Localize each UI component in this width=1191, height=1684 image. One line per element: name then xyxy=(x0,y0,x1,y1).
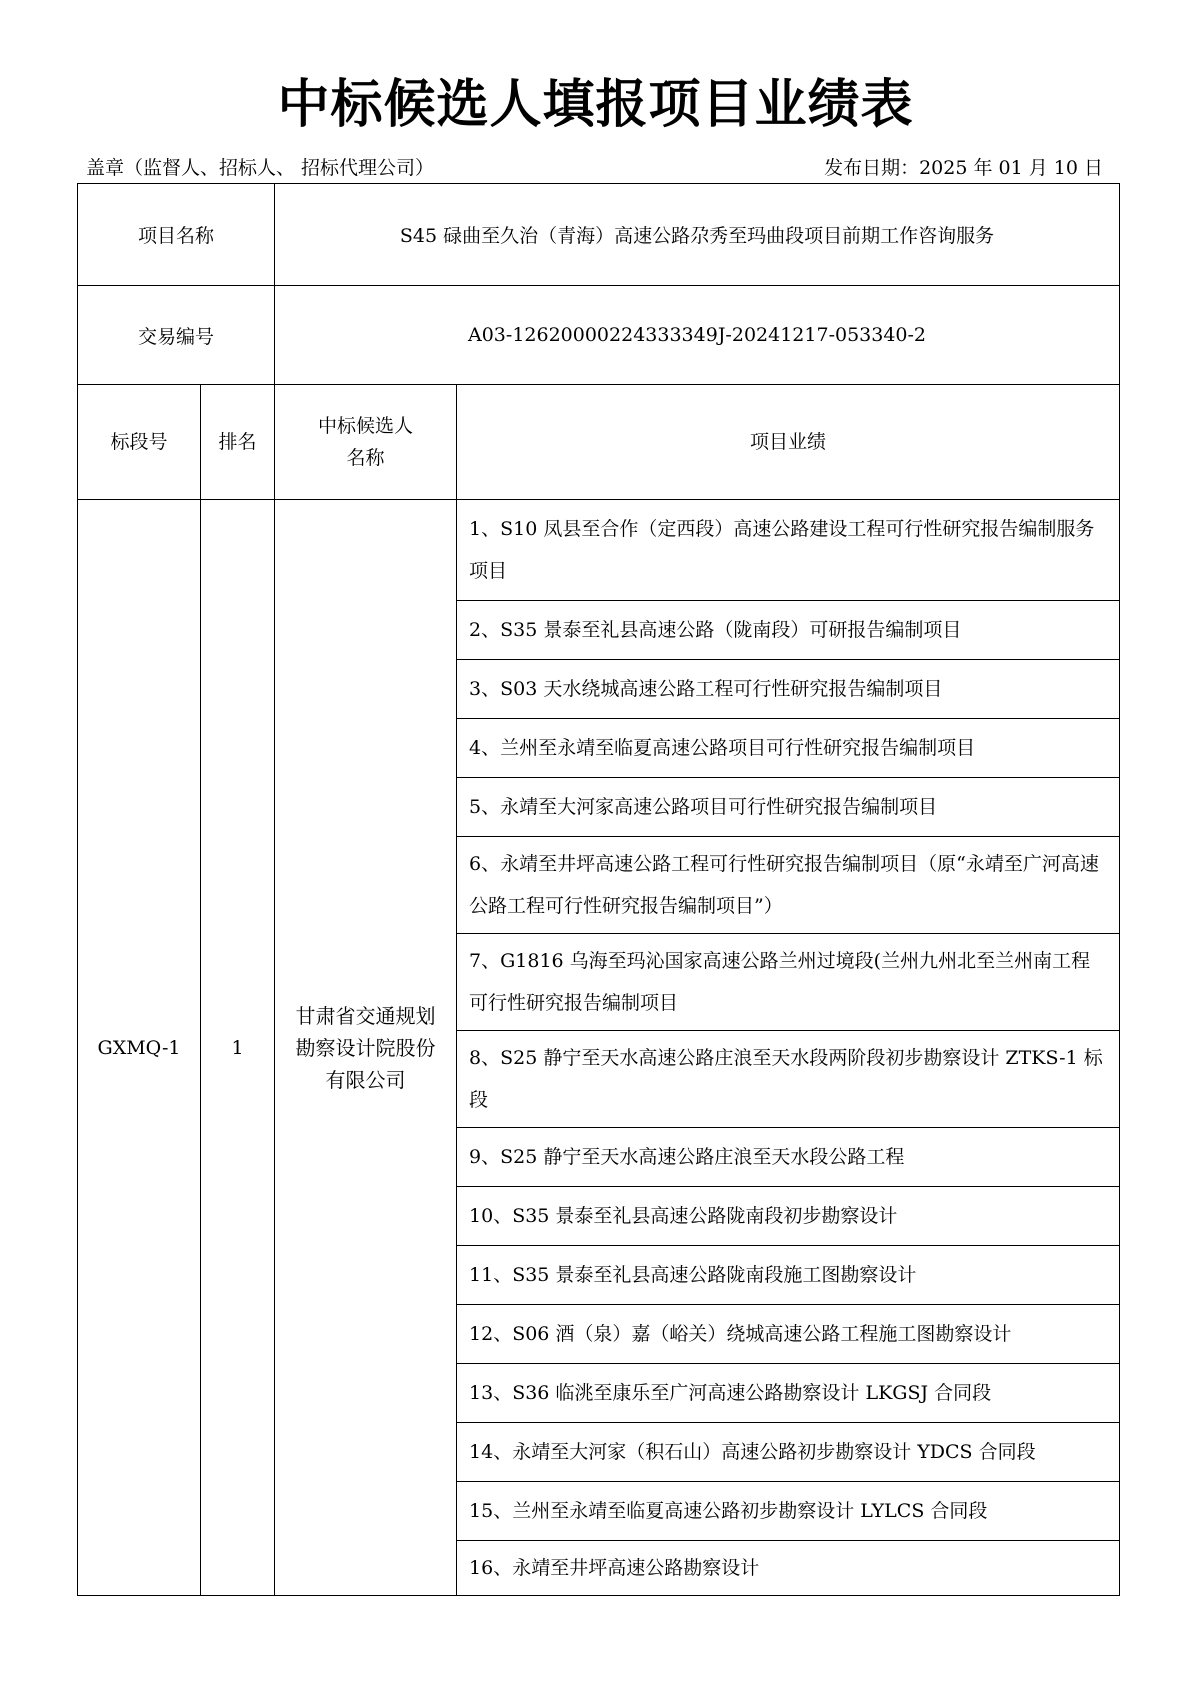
performance-item: 4、兰州至永靖至临夏高速公路项目可行性研究报告编制项目 xyxy=(457,719,1120,778)
candidate-name-line1: 甘肃省交通规划 xyxy=(295,1003,436,1028)
performance-item: 2、S35 景泰至礼县高速公路（陇南段）可研报告编制项目 xyxy=(457,601,1120,660)
performance-item: 10、S35 景泰至礼县高速公路陇南段初步勘察设计 xyxy=(457,1187,1120,1246)
col-header-performance: 项目业绩 xyxy=(457,385,1120,500)
performance-table xyxy=(77,183,1120,1596)
trade-number-value: A03-12620000224333349J-20241217-053340-2 xyxy=(275,286,1120,385)
performance-item: 7、G1816 乌海至玛沁国家高速公路兰州过境段(兰州九州北至兰州南工程可行性研究报告编制项目 xyxy=(457,934,1120,1031)
performance-item: 5、永靖至大河家高速公路项目可行性研究报告编制项目 xyxy=(457,778,1120,837)
performance-item: 11、S35 景泰至礼县高速公路陇南段施工图勘察设计 xyxy=(457,1246,1120,1305)
performance-item: 13、S36 临洮至康乐至广河高速公路勘察设计 LKGSJ 合同段 xyxy=(457,1364,1120,1423)
performance-item: 9、S25 静宁至天水高速公路庄浪至天水段公路工程 xyxy=(457,1128,1120,1187)
table-row xyxy=(78,500,1120,601)
candidate-name xyxy=(275,500,457,1596)
trade-number-row xyxy=(78,286,1120,385)
trade-number-label: 交易编号 xyxy=(78,286,275,385)
project-name-label: 项目名称 xyxy=(78,184,275,286)
page-title: 中标候选人填报项目业绩表 xyxy=(277,75,914,135)
candidate-name-line3: 有限公司 xyxy=(325,1067,406,1092)
publish-date: 发布日期：2025 年 01 月 10 日 xyxy=(824,157,1103,179)
stamp-label: 盖章（监督人、招标人、 招标代理公司） xyxy=(86,157,435,179)
section-number: GXMQ-1 xyxy=(78,500,201,1596)
performance-item: 6、永靖至井坪高速公路工程可行性研究报告编制项目（原“永靖至广河高速公路工程可行性研究报告编制项目”） xyxy=(457,837,1120,934)
performance-item: 16、永靖至井坪高速公路勘察设计 xyxy=(457,1541,1120,1596)
col-header-rank: 排名 xyxy=(201,385,275,500)
column-header-row xyxy=(78,385,1120,500)
rank-value: 1 xyxy=(201,500,275,1596)
project-name-row xyxy=(78,184,1120,286)
col-header-candidate xyxy=(275,385,457,500)
performance-item: 8、S25 静宁至天水高速公路庄浪至天水段两阶段初步勘察设计 ZTKS-1 标段 xyxy=(457,1031,1120,1128)
col-header-candidate-line2: 名称 xyxy=(346,447,385,469)
performance-item: 15、兰州至永靖至临夏高速公路初步勘察设计 LYLCS 合同段 xyxy=(457,1482,1120,1541)
performance-item: 1、S10 凤县至合作（定西段）高速公路建设工程可行性研究报告编制服务项目 xyxy=(457,500,1120,601)
col-header-candidate-line1: 中标候选人 xyxy=(318,415,414,437)
performance-item: 14、永靖至大河家（积石山）高速公路初步勘察设计 YDCS 合同段 xyxy=(457,1423,1120,1482)
candidate-name-line2: 勘察设计院股份 xyxy=(295,1035,436,1060)
col-header-section: 标段号 xyxy=(78,385,201,500)
project-name-value: S45 碌曲至久治（青海）高速公路尕秀至玛曲段项目前期工作咨询服务 xyxy=(275,184,1120,286)
performance-item: 3、S03 天水绕城高速公路工程可行性研究报告编制项目 xyxy=(457,660,1120,719)
performance-item: 12、S06 酒（泉）嘉（峪关）绕城高速公路工程施工图勘察设计 xyxy=(457,1305,1120,1364)
